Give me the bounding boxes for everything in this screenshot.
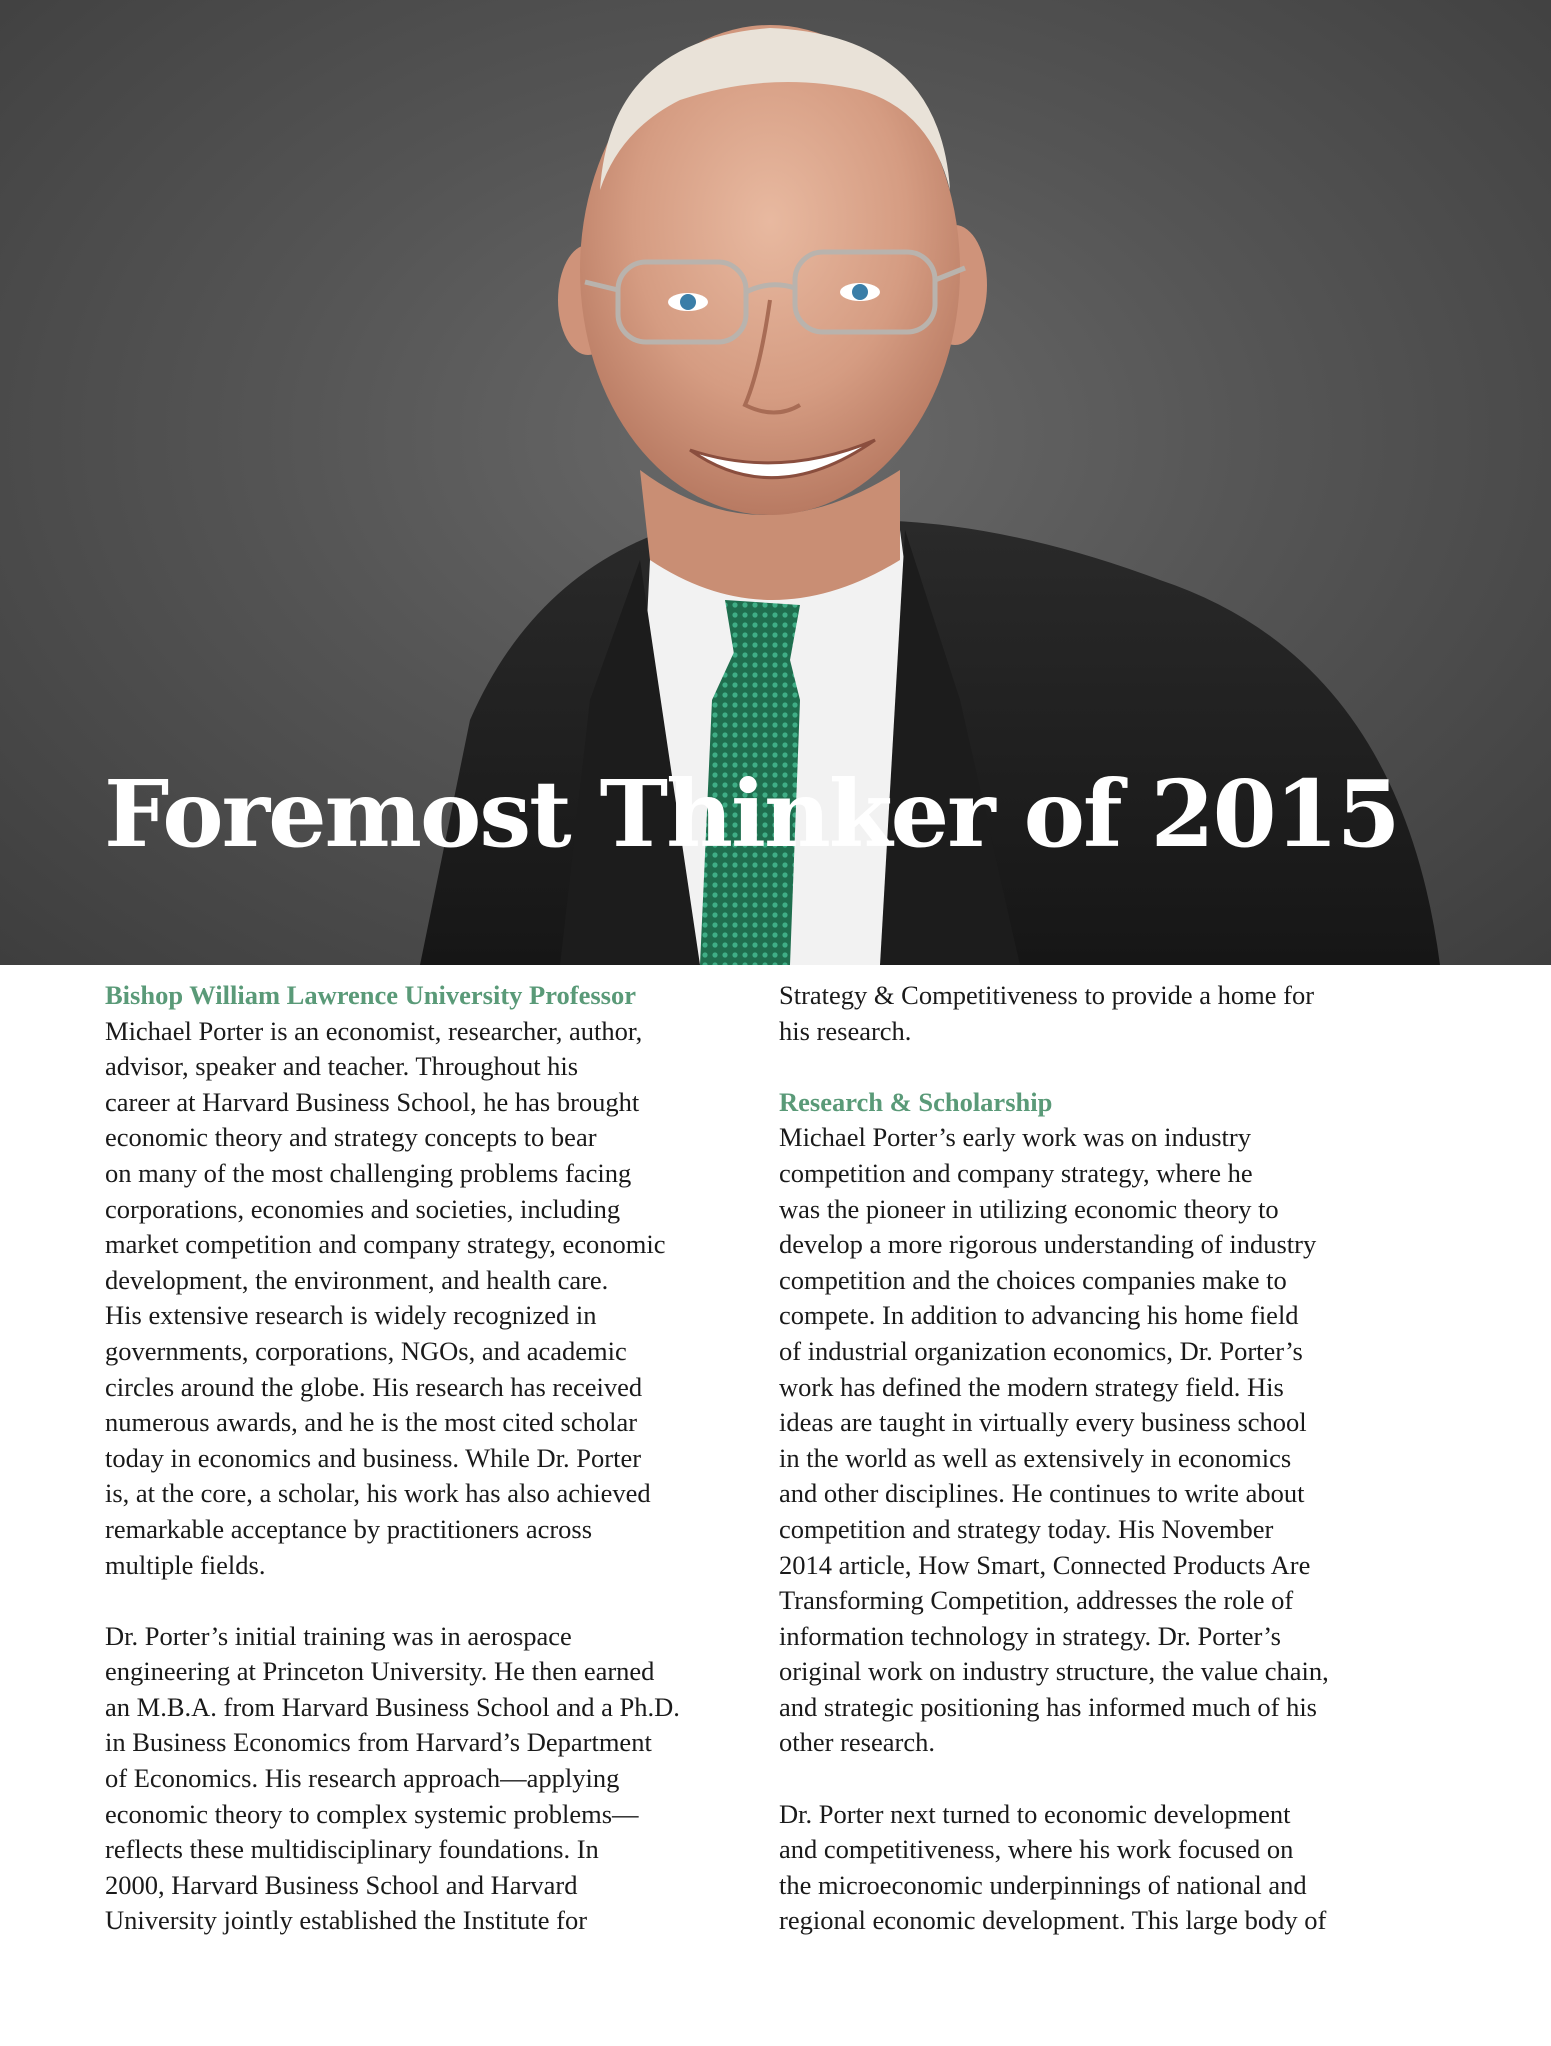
paragraph-training xyxy=(105,1619,765,1939)
text-line: on many of the most challenging problems facing xyxy=(105,1157,632,1188)
text-line: of industrial organization economics, Dr. Porter’s xyxy=(779,1335,1303,1366)
text-line: is, at the core, a scholar, his work has also achieved xyxy=(105,1478,651,1509)
text-line: engineering at Princeton University. He then earned xyxy=(105,1656,655,1687)
text-line: Transforming Competition, addresses the role of xyxy=(779,1585,1294,1616)
text-line: work has defined the modern strategy field. His xyxy=(779,1371,1284,1402)
hero-banner xyxy=(0,0,1551,965)
text-line: corporations, economies and societies, including xyxy=(105,1193,621,1224)
right-column xyxy=(779,978,1429,1939)
text-line: and strategic positioning has informed much of his xyxy=(779,1691,1317,1722)
text-line: Strategy & Competitiveness to provide a home for xyxy=(779,980,1315,1010)
section-heading-research: Research & Scholarship xyxy=(779,1086,1053,1117)
text-line: in Business Economics from Harvard’s Department xyxy=(105,1727,652,1758)
text-line: competition and strategy today. His November xyxy=(779,1513,1274,1544)
text-line: 2000, Harvard Business School and Harvard xyxy=(105,1869,578,1900)
text-line: was the pioneer in utilizing economic theory to xyxy=(779,1193,1279,1224)
text-line: multiple fields. xyxy=(105,1549,266,1580)
text-line: regional economic development. This large body of xyxy=(779,1905,1327,1936)
text-line: develop a more rigorous understanding of industry xyxy=(779,1229,1317,1260)
text-line: market competition and company strategy, economic xyxy=(105,1229,666,1260)
section-heading-professor: Bishop William Lawrence University Professor xyxy=(105,980,636,1010)
text-line: 2014 article, How Smart, Connected Products Are xyxy=(779,1549,1311,1580)
text-line: His extensive research is widely recognized in xyxy=(105,1300,597,1331)
text-line: competition and company strategy, where he xyxy=(779,1157,1253,1188)
text-line: governments, corporations, NGOs, and academic xyxy=(105,1335,627,1366)
text-line: advisor, speaker and teacher. Throughout his xyxy=(105,1051,579,1082)
text-line: and other disciplines. He continues to write about xyxy=(779,1478,1305,1509)
text-line: original work on industry structure, the value chain, xyxy=(779,1656,1329,1687)
text-line: in the world as well as extensively in economics xyxy=(779,1442,1292,1473)
text-line: economic theory to complex systemic problems— xyxy=(105,1798,639,1829)
text-line: today in economics and business. While Dr. Porter xyxy=(105,1442,642,1473)
text-line: other research. xyxy=(779,1727,935,1758)
text-line: the microeconomic underpinnings of national and xyxy=(779,1869,1307,1900)
text-line: and competitiveness, where his work focused on xyxy=(779,1834,1294,1865)
text-line: numerous awards, and he is the most cited scholar xyxy=(105,1407,638,1438)
text-line: career at Harvard Business School, he has brought xyxy=(105,1086,640,1117)
text-line: economic theory and strategy concepts to bear xyxy=(105,1122,597,1153)
text-line: ideas are taught in virtually every business school xyxy=(779,1407,1307,1438)
text-line: remarkable acceptance by practitioners across xyxy=(105,1513,593,1544)
text-line: development, the environment, and health care. xyxy=(105,1264,609,1295)
paragraph-research xyxy=(779,1120,1429,1761)
page-title: Foremost Thinker of 2015 xyxy=(104,760,1399,868)
left-column xyxy=(105,978,765,1939)
text-line: information technology in strategy. Dr. Porter’s xyxy=(779,1620,1281,1651)
text-line: competition and the choices companies make to xyxy=(779,1264,1287,1295)
paragraph-intro xyxy=(105,1014,765,1584)
text-line: Dr. Porter’s initial training was in aerospace xyxy=(105,1620,572,1651)
text-line: of Economics. His research approach—applying xyxy=(105,1763,620,1794)
text-line: his research. xyxy=(779,1015,912,1046)
text-line: Dr. Porter next turned to economic development xyxy=(779,1798,1291,1829)
text-line: Michael Porter’s early work was on industry xyxy=(779,1122,1251,1153)
paragraph-development xyxy=(779,1797,1429,1939)
text-line: Michael Porter is an economist, researcher, author, xyxy=(105,1015,643,1046)
text-line: circles around the globe. His research has received xyxy=(105,1371,643,1402)
text-line: compete. In addition to advancing his home field xyxy=(779,1300,1299,1331)
text-line: University jointly established the Institute for xyxy=(105,1905,588,1936)
text-line: reflects these multidisciplinary foundations. In xyxy=(105,1834,599,1865)
text-line: an M.B.A. from Harvard Business School and a Ph.D. xyxy=(105,1691,680,1722)
paragraph-continuation xyxy=(779,978,1429,1049)
